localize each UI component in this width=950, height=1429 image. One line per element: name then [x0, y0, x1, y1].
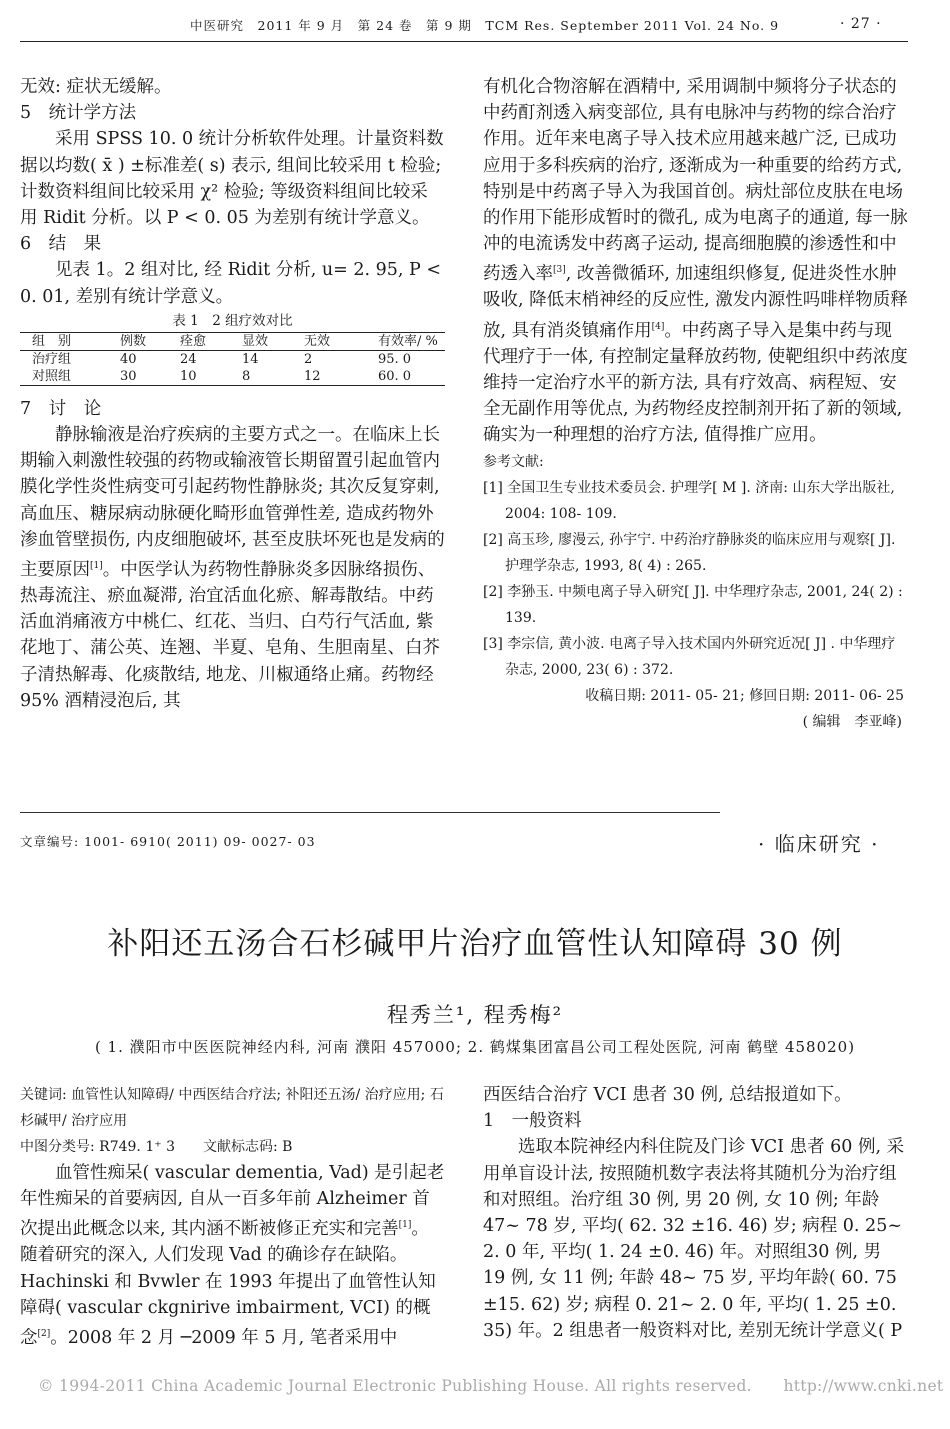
article-authors: 程秀兰¹, 程秀梅² — [386, 1003, 564, 1027]
table-header-cell: 痊愈 — [178, 332, 240, 350]
table-cell: 10 — [178, 368, 240, 386]
table-cell: 8 — [240, 368, 302, 386]
left-column — [20, 74, 445, 714]
introduction-paragraph — [20, 1160, 445, 1351]
table-row — [20, 368, 445, 386]
table-cell: 14 — [242, 351, 259, 367]
header-rule — [20, 41, 908, 42]
reference-item: [1] 全国卫生专业技术委员会. 护理学[ M ]. 济南: 山东大学出版社, 2004: 108- 109. — [483, 479, 895, 522]
editor-note: ( 编辑 李亚峰) — [802, 713, 902, 730]
table-header-cell: 显效 — [240, 332, 302, 350]
classification-number: 中图分类号: R749. 1⁺ 3 文献标志码: B — [20, 1139, 293, 1155]
general-data-paragraph: 选取本院神经内科住院及门诊 VCI 患者 60 例, 采用单盲设计法, 按照随机数字表法将其随机分为治疗组和对照组。治疗组 30 例, 男 20 例, 女 10 例; 年龄 47~ 78 岁, 平均( 62. 32 ±16. 46) 岁; 病程 0. 25~ 2. 0 年, 平均( 1. 24 ±0. 46) 年。对照组30 例, 男 19 例, 女 11 例; 年龄 48~ 75 岁, 平均年龄( 60. 75 ±15. 62) 岁; 病程 0. 21~ 2. 0 年, 平均( 1. 25 ±0. 35) 年。2 组患者一般资料对比, 差别无统计学意义( P — [483, 1137, 905, 1341]
citation-link[interactable]: [2] — [37, 1329, 51, 1340]
page-number: · 27 · — [840, 16, 882, 32]
intro-text: 。2008 年 2 月 ─2009 年 5 月, 笔者采用中 — [50, 1327, 398, 1348]
table-cell: 24 — [180, 351, 197, 367]
references — [483, 449, 908, 735]
table-row — [20, 350, 445, 368]
table-cell: 12 — [302, 368, 376, 386]
article-title: 补阳还五汤合石杉碱甲片治疗血管性认知障碍 30 例 — [107, 926, 843, 962]
section-7-heading: 7 讨 论 — [20, 398, 102, 419]
discussion-text: , 改善微循环, 加速组织修复, 促进炎性水肿吸收, 降低末梢神经的反应性, 激发内源性吗啡样物质释放, 具有消炎镇痛作用 — [483, 264, 908, 341]
section-7-paragraph — [20, 422, 445, 714]
keywords: 关键词: 血管性认知障碍/ 中西医结合疗法; 补阳还五汤/ 治疗应用; 石杉碱甲/ 治疗应用 — [20, 1087, 444, 1129]
author-affiliation: ( 1. 濮阳市中医医院神经内科, 河南 濮阳 457000; 2. 鹤煤集团富昌公司工程处医院, 河南 鹤壁 458020) — [94, 1038, 856, 1056]
citation-link[interactable]: [4] — [651, 321, 665, 332]
citation-link[interactable]: [1] — [398, 1220, 412, 1231]
table-cell: 30 — [118, 368, 178, 386]
discussion-text: 静脉输液是治疗疾病的主要方式之一。在临床上长期输入刺激性较强的药物或输液管长期留置引起血管内膜化学性炎性病变可引起药物性静脉炎; 其次反复穿刺, 高血压、糖尿病动脉硬化畸形血管弹性差, 造成药物外渗血管壁损伤, 内皮细胞破坏, 甚至皮肤坏死也是发病的主要原因 — [20, 425, 445, 580]
citation-link[interactable]: [3] — [553, 265, 566, 276]
invalid-definition: 无效: 症状无缓解。 — [20, 77, 172, 97]
table-header-cell: 例数 — [118, 332, 178, 350]
discussion-text: 。中医学认为药物性静脉炎多因脉络损伤、热毒流注、瘀血凝滞, 治宜活血化瘀、解毒散结。中药活血消痛液方中桃仁、红花、当归、白芍行气活血, 紫花地丁、蒲公英、连翘、半夏、皂角、生胆南星、白芥子清热解毒、化痰散结, 地龙、川椒通络止痛。药物经 95% 酒精浸泡后, 其 — [20, 559, 440, 711]
received-dates: 收稿日期: 2011- 05- 21; 修回日期: 2011- 06- 25 — [585, 687, 904, 704]
table-header-cell: 有效率/ % — [376, 332, 445, 350]
article-number: 文章编号: 1001- 6910( 2011) 09- 0027- 03 — [20, 834, 316, 849]
article-right-column — [483, 1082, 908, 1344]
column-label: · 临床研究 · — [758, 832, 880, 856]
table-cell: 60. 0 — [376, 368, 445, 386]
table-header-cell: 组 别 — [20, 332, 118, 350]
section-5-paragraph: 采用 SPSS 10. 0 统计分析软件处理。计量资料数据以均数( x̄ ) ±标准差( s) 表示, 组间比较采用 t 检验; 计数资料组间比较采用 χ² 检验; 等级资料组间比较采用 Ridit 分析。以 P < 0. 05 为差别有统计学意义。 — [20, 129, 444, 229]
reference-item: [3] 李宗信, 黄小波. 电离子导入技术国内外研究近况[ J] . 中华理疗杂志, 2000, 23( 6) : 372. — [483, 635, 896, 678]
reference-item: [2] 高玉珍, 廖漫云, 孙宇宁. 中药治疗静脉炎的临床应用与观察[ J]. 护理学杂志, 1993, 8( 4) : 265. — [483, 531, 896, 574]
table-cell: 40 — [120, 351, 137, 367]
table-cell: 2 — [304, 351, 313, 367]
running-header — [0, 14, 950, 38]
section-6-paragraph: 见表 1。2 组对比, 经 Ridit 分析, u= 2. 95, P < 0. 01, 差别有统计学意义。 — [20, 260, 442, 307]
table-header-cell: 无效 — [302, 332, 376, 350]
citation-link[interactable]: [1] — [90, 561, 103, 572]
references-heading: 参考文献: — [483, 453, 544, 470]
discussion-text: 有机化合物溶解在酒精中, 采用调制中频将分子状态的中药酊剂透入病变部位, 具有电脉冲与药物的综合治疗作用。近年来电离子导入技术应用越来越广泛, 已成功应用于多科疾病的治疗, 逐渐成为一种重要的给药方式, 特别是中药离子导入为我国首创。病灶部位皮肤在电场的作用下能形成暂时的微孔, 成为电离子的通道, 每一脉冲的电流诱发中药离子运动, 提高细胞膜的渗透性和中药透入率 — [483, 77, 908, 285]
journal-header-text: 中医研究 2011 年 9 月 第 24 卷 第 9 期 TCM Res. September 2011 Vol. 24 No. 9 — [190, 18, 780, 33]
intro-text: 。随着研究的深入, 人们发现 Vad 的确诊存在缺陷。Hachinski 和 Bvwler 在 1993 年提出了血管性认知障碍( vascular ckgnirive imbairment, VCI) 的概念 — [20, 1219, 436, 1348]
discussion-paragraph-cont — [483, 74, 908, 449]
intro-continuation: 西医结合治疗 VCI 患者 30 例, 总结报道如下。 — [483, 1085, 852, 1105]
copyright-footer: © 1994-2011 China Academic Journal Electronic Publishing House. All rights reserved. http://www.cnki.net — [38, 1377, 944, 1395]
intro-text: 血管性痴呆( vascular dementia, Vad) 是引起老年性痴呆的首要病因, 自从一百多年前 Alzheimer 首次提出此概念以来, 其内涵不断被修正充实和完善 — [20, 1163, 445, 1240]
table-cell: 治疗组 — [32, 351, 72, 367]
article-left-column — [20, 1082, 445, 1351]
table-caption: 表 1 2 组疗效对比 — [172, 312, 293, 329]
reference-item: [2] 李狲玉. 中频电离子导入研究[ J]. 中华理疗杂志, 2001, 24( 2) : 139. — [483, 583, 903, 626]
right-column — [483, 74, 908, 735]
article-divider — [20, 812, 720, 813]
efficacy-table — [20, 332, 445, 386]
table-cell: 95. 0 — [378, 351, 412, 367]
section-5-heading: 5 统计学方法 — [20, 103, 137, 124]
discussion-text: 。中药离子导入是集中药与现代理疗于一体, 有控制定量释放药物, 使靶组织中药浓度维持一定治疗水平的新方法, 具有疗效高、病程短、安全无副作用等优点, 为药物经皮控制剂开拓了新的领域, 确实为一种理想的治疗方法, 值得推广应用。 — [483, 320, 908, 446]
table-header-row — [20, 332, 445, 350]
section-6-heading: 6 结 果 — [20, 234, 102, 255]
table-cell: 对照组 — [20, 368, 118, 386]
section-1-heading: 1 一般资料 — [483, 1111, 582, 1132]
